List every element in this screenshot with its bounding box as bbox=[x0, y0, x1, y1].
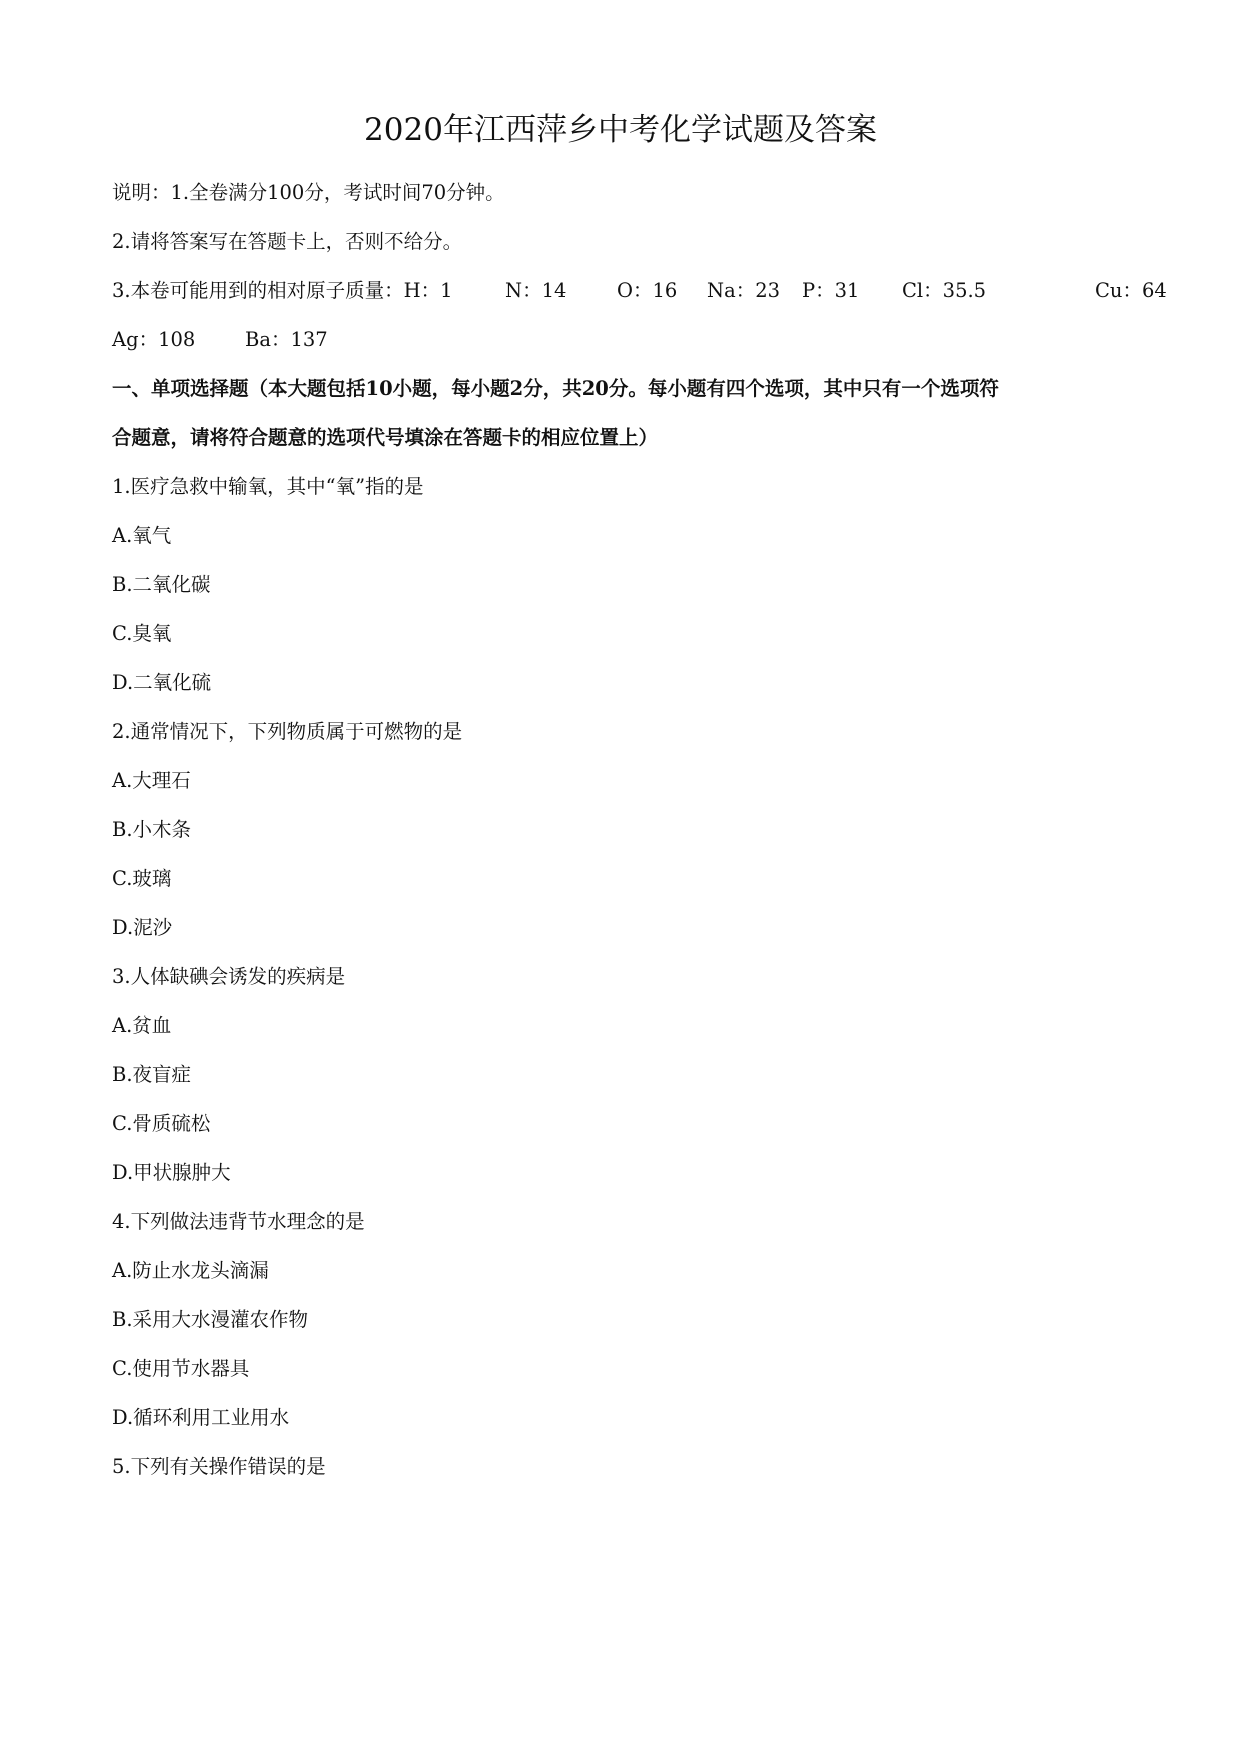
atomic-mass-n: N：14 bbox=[505, 279, 567, 302]
option-a: A.贫血 bbox=[112, 1014, 172, 1037]
document-body bbox=[112, 168, 1167, 1491]
section-heading-continued: 合题意，请将符合题意的选项代号填涂在答题卡的相应位置上） bbox=[112, 426, 659, 449]
option-b: B.小木条 bbox=[112, 818, 192, 841]
option-a: A.大理石 bbox=[112, 769, 191, 792]
section-heading: 一、单项选择题（本大题包括10小题，每小题2分，共20分。每小题有四个选项，其中只有一个选项符 bbox=[112, 377, 999, 400]
instruction-line-1: 说明：1.全卷满分100分，考试时间70分钟。 bbox=[112, 181, 505, 204]
option-d: D.二氧化硫 bbox=[112, 671, 212, 694]
atomic-mass-ag: Ag：108 bbox=[112, 328, 196, 351]
option-c: C.使用节水器具 bbox=[112, 1357, 250, 1380]
page-title: 2020年江西萍乡中考化学试题及答案 bbox=[364, 112, 877, 148]
option-a: A.防止水龙头滴漏 bbox=[112, 1259, 269, 1282]
option-c: C.玻璃 bbox=[112, 867, 172, 890]
question-stem: 3.人体缺碘会诱发的疾病是 bbox=[112, 965, 346, 988]
option-b: B.采用大水漫灌农作物 bbox=[112, 1308, 309, 1331]
atomic-mass-o: O：16 bbox=[617, 279, 678, 302]
question-4 bbox=[112, 1197, 1132, 1442]
question-stem: 2.通常情况下，下列物质属于可燃物的是 bbox=[112, 720, 463, 743]
atomic-mass-h: 3.本卷可能用到的相对原子质量：H：1 bbox=[112, 279, 453, 302]
option-b: B.夜盲症 bbox=[112, 1063, 192, 1086]
option-d: D.泥沙 bbox=[112, 916, 173, 939]
option-b: B.二氧化碳 bbox=[112, 573, 211, 596]
question-stem: 4.下列做法违背节水理念的是 bbox=[112, 1210, 365, 1233]
option-c: C.骨质硫松 bbox=[112, 1112, 211, 1135]
atomic-mass-cu: Cu：64 bbox=[1095, 279, 1167, 302]
question-5 bbox=[112, 1442, 1132, 1491]
option-d: D.甲状腺肿大 bbox=[112, 1161, 231, 1184]
question-stem: 1.医疗急救中输氧，其中“氧”指的是 bbox=[112, 475, 424, 498]
atomic-mass-ba: Ba：137 bbox=[245, 328, 328, 351]
atomic-masses-row-2 bbox=[112, 315, 1132, 364]
atomic-masses-row-1 bbox=[112, 266, 1167, 315]
option-a: A.氧气 bbox=[112, 524, 172, 547]
question-1 bbox=[112, 462, 1132, 707]
atomic-mass-cl: Cl：35.5 bbox=[902, 279, 987, 302]
question-3 bbox=[112, 952, 1132, 1197]
option-c: C.臭氧 bbox=[112, 622, 172, 645]
question-stem: 5.下列有关操作错误的是 bbox=[112, 1455, 326, 1478]
atomic-mass-na: Na：23 bbox=[707, 279, 781, 302]
atomic-mass-p: P：31 bbox=[802, 279, 860, 302]
question-2 bbox=[112, 707, 1132, 952]
option-d: D.循环利用工业用水 bbox=[112, 1406, 290, 1429]
instruction-line-2: 2.请将答案写在答题卡上，否则不给分。 bbox=[112, 230, 463, 253]
